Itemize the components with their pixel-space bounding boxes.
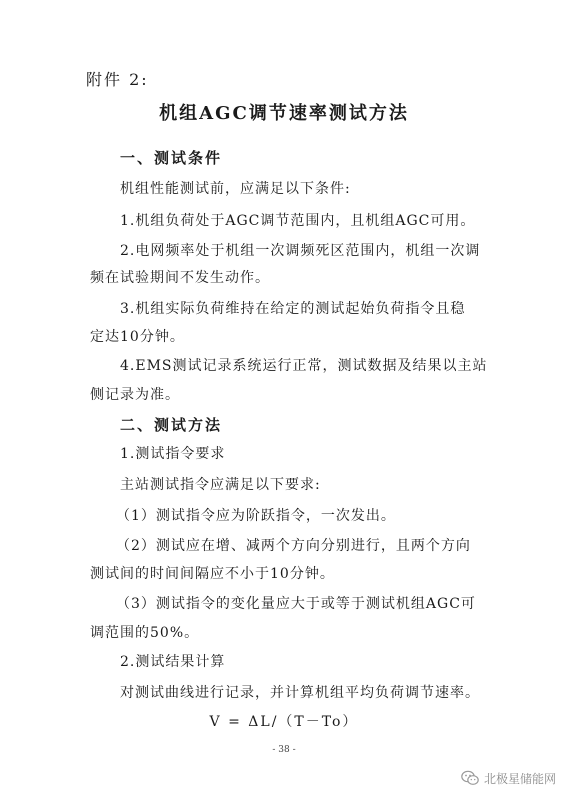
subheading-command-requirements: 1.测试指令要求 — [120, 446, 226, 462]
condition-item-1: 1.机组负荷处于AGC调节范围内，且机组AGC可用。 — [120, 213, 476, 229]
paragraph-command-intro: 主站测试指令应满足以下要求: — [120, 477, 321, 493]
wechat-icon — [461, 770, 479, 786]
requirement-item-3-cont: 调范围的50%。 — [90, 625, 200, 641]
condition-item-4-cont: 侧记录为准。 — [90, 387, 180, 403]
rate-formula: V = ΔL/（T－To） — [209, 714, 359, 730]
requirement-item-1: （1）测试指令应为阶跃指令，一次发出。 — [116, 508, 396, 524]
condition-item-3-cont: 定达10分钟。 — [90, 329, 185, 345]
section-heading-conditions: 一、测试条件 — [120, 149, 223, 167]
requirement-item-3: （3）测试指令的变化量应大于或等于测试机组AGC可 — [116, 596, 476, 612]
attachment-label: 附件 2: — [86, 70, 149, 89]
condition-item-3: 3.机组实际负荷维持在给定的测试起始负荷指令且稳 — [120, 301, 466, 317]
page-number: - 38 - — [272, 745, 296, 755]
requirement-item-2: （2）测试应在增、减两个方向分别进行，且两个方向 — [116, 538, 471, 554]
subheading-result-calculation: 2.测试结果计算 — [120, 654, 226, 670]
watermark-text: 北极星储能网 — [483, 771, 556, 786]
condition-item-4: 4.EMS测试记录系统运行正常，测试数据及结果以主站 — [120, 358, 488, 374]
condition-item-2: 2.电网频率处于机组一次调频死区范围内，机组一次调 — [120, 243, 481, 259]
requirement-item-2-cont: 测试间的时间间隔应不小于10分钟。 — [90, 566, 335, 582]
paragraph-conditions-intro: 机组性能测试前，应满足以下条件: — [120, 181, 351, 197]
section-heading-method: 二、测试方法 — [120, 416, 223, 434]
watermark — [461, 768, 556, 788]
paragraph-result-intro: 对测试曲线进行记录，并计算机组平均负荷调节速率。 — [120, 685, 480, 701]
condition-item-2-cont: 频在试验期间不发生动作。 — [90, 270, 270, 286]
document-title: 机组AGC调节速率测试方法 — [159, 103, 409, 124]
